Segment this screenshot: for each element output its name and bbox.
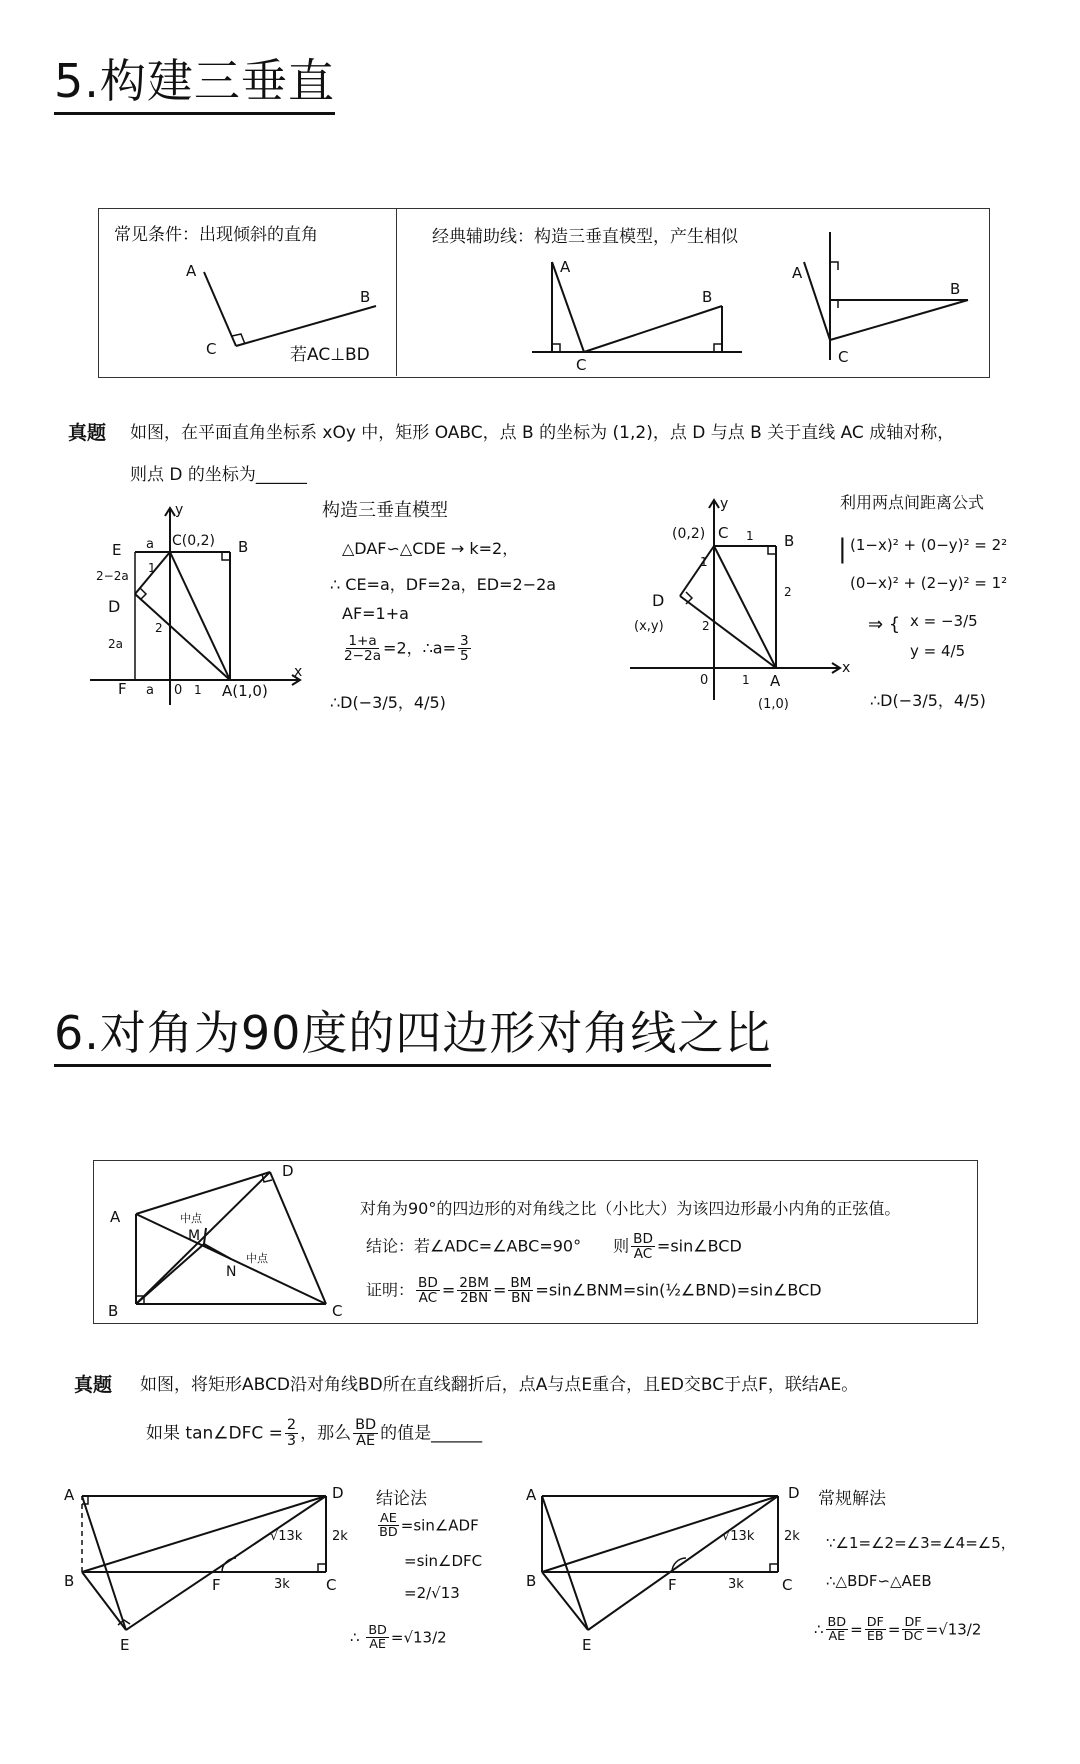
s6-f1-label-A: A bbox=[64, 1486, 75, 1504]
s6-m2-l2: ∴△BDF∽△AEB bbox=[826, 1572, 932, 1590]
s5-c2-label-x: x bbox=[842, 660, 851, 676]
s6-fig-label-A: A bbox=[110, 1208, 121, 1226]
section5-title: 5.构建三垂直 bbox=[54, 58, 335, 115]
s6-problem-tag: 真题 bbox=[74, 1374, 113, 1396]
s5-problem-tag: 真题 bbox=[68, 422, 107, 444]
s5-left-head: 常见条件：出现倾斜的直角 bbox=[114, 225, 318, 245]
s5-c1-label-x: x bbox=[294, 664, 303, 680]
s5-m2-brace: | bbox=[838, 534, 847, 564]
s5-c2-label-2r: 2 bbox=[784, 585, 792, 599]
s5-c1-label-B: B bbox=[238, 538, 249, 556]
s6-f1-label-3k: 3k bbox=[274, 1577, 290, 1592]
s5-m1-l3: AF=1+a bbox=[342, 604, 409, 623]
s5-m1-head: 构造三垂直模型 bbox=[322, 500, 448, 521]
s5-m2-l5: ∴D(−3/5，4/5) bbox=[870, 691, 986, 710]
section6-title: 6.对角为90度的四边形对角线之比 bbox=[54, 1010, 771, 1067]
s5-m2-e1: (1−x)² + (0−y)² = 2² bbox=[850, 536, 1008, 554]
s5-c1-label-2-2a: 2−2a bbox=[96, 569, 129, 583]
s5-c1-label-C02: C(0,2) bbox=[172, 533, 215, 549]
s5-c1-label-y: y bbox=[175, 502, 184, 518]
s5-m2-head: 利用两点间距离公式 bbox=[840, 493, 985, 512]
s6-f2-label-F: F bbox=[668, 1576, 677, 1594]
s5-fig2-label-A: A bbox=[560, 258, 571, 276]
s5-c1-label-a-bot: a bbox=[146, 683, 154, 698]
s5-fig3-label-A: A bbox=[792, 264, 803, 282]
s5-fig3-label-C: C bbox=[838, 348, 849, 366]
s5-c2-label-B: B bbox=[784, 532, 795, 550]
s6-f1-label-F: F bbox=[212, 1576, 221, 1594]
s6-f2-label-3k: 3k bbox=[728, 1577, 744, 1592]
s5-c2-label-A: A bbox=[770, 672, 781, 690]
s5-c2-label-D: D bbox=[652, 591, 665, 610]
s6-f1-label-D: D bbox=[332, 1484, 344, 1502]
s5-m2-r1: x = −3/5 bbox=[910, 612, 978, 630]
s5-fig2-label-C: C bbox=[576, 356, 587, 374]
s6-f2-label-C: C bbox=[782, 1576, 793, 1594]
s6-f1-label-B: B bbox=[64, 1572, 75, 1590]
s5-c1-label-O: 0 bbox=[174, 683, 183, 698]
s5-problem-line2: 则点 D 的坐标为______ bbox=[130, 465, 307, 485]
s5-left-note: 若AC⊥BD bbox=[290, 345, 370, 365]
s5-c1-label-F: F bbox=[118, 680, 127, 698]
s6-m2-l3: ∴ $\frac{BD}{AE}$ = $\frac{DF}{EB}$ = $\frac{DF}{DC}$ =√13/2 bbox=[814, 1615, 982, 1645]
s5-m1-l2: ∴ CE=a，DF=2a，ED=2−2a bbox=[330, 575, 557, 594]
s5-c2-label-O: 0 bbox=[700, 673, 709, 688]
s5-m1-l4: $\frac{1+a}{2-2a}$ =2，∴a= $\frac{3}{5}$ bbox=[344, 633, 469, 665]
s5-m2-arrow: ⇒ { bbox=[868, 614, 901, 635]
s6-m1-head: 结论法 bbox=[376, 1489, 427, 1509]
s6-fig-label-mid2: 中点 bbox=[246, 1252, 268, 1265]
s5-c1-label-2: 2 bbox=[155, 621, 163, 635]
s6-conclusion: 结论：若∠ADC=∠ABC=90° 则 $\frac{BD}{AC}$ =sin∠BCD bbox=[366, 1231, 742, 1263]
s6-f1-label-2k: 2k bbox=[332, 1529, 348, 1544]
s5-problem-line1: 如图，在平面直角坐标系 xOy 中，矩形 OABC，点 B 的坐标为 (1,2)，点 D 与点 B 关于直线 AC 成轴对称， bbox=[130, 423, 955, 443]
s6-f2-label-2k: 2k bbox=[784, 1529, 800, 1544]
s6-m1-l4: ∴ $\frac{BD}{AE}$ =√13/2 bbox=[350, 1623, 447, 1653]
s6-f1-label-C: C bbox=[326, 1576, 337, 1594]
s5-c2-label-xy: (x,y) bbox=[634, 619, 664, 634]
s6-proof: 证明： $\frac{BD}{AC}$ = $\frac{2BM}{2BN}$ = $\frac{BM}{BN}$ =sin∠BNM=sin(½∠BND)=sin∠BCD bbox=[366, 1275, 822, 1307]
s6-f2-label-E: E bbox=[582, 1636, 592, 1654]
s5-m1-l5: ∴D(−3/5，4/5) bbox=[330, 693, 446, 712]
s6-m1-l3: =2/√13 bbox=[404, 1584, 460, 1602]
s6-fig-label-N: N bbox=[226, 1264, 237, 1280]
s5-c2-label-10: (1,0) bbox=[758, 697, 789, 712]
s5-right-head: 经典辅助线：构造三垂直模型，产生相似 bbox=[432, 227, 738, 247]
s5-c1-label-1b: 1 bbox=[194, 683, 202, 697]
s6-m1-l1: $\frac{AE}{BD}$ =sin∠ADF bbox=[379, 1511, 479, 1541]
s5-c1-label-D: D bbox=[108, 597, 121, 616]
s6-f1-label-E: E bbox=[120, 1636, 130, 1654]
s5-fig1-label-C: C bbox=[206, 340, 217, 358]
s5-c2-label-1l: 1 bbox=[700, 555, 708, 569]
s5-c1-label-1: 1 bbox=[148, 561, 156, 575]
s6-fig-label-B: B bbox=[108, 1302, 119, 1320]
s5-m2-r2: y = 4/5 bbox=[910, 642, 966, 660]
s6-m2-l1: ∵∠1=∠2=∠3=∠4=∠5， bbox=[826, 1534, 1016, 1552]
s6-problem-line1: 如图，将矩形ABCD沿对角线BD所在直线翻折后，点A与点E重合，且ED交BC于点F，联结AE。 bbox=[140, 1375, 859, 1395]
s5-c1-label-2a: 2a bbox=[108, 637, 123, 651]
s5-c1-label-E: E bbox=[112, 541, 122, 559]
s6-fig-label-mid1: 中点 bbox=[180, 1212, 202, 1225]
s5-fig1-label-B: B bbox=[360, 288, 371, 306]
s6-statement: 对角为90°的四边形的对角线之比（小比大）为该四边形最小内角的正弦值。 bbox=[360, 1199, 901, 1218]
s6-problem-line2: 如果 tan∠DFC = $\frac{2}{3}$ ，那么 $\frac{BD}{AE}$ 的值是______ bbox=[146, 1417, 483, 1450]
s6-f1-label-sqrt13k: √13k bbox=[270, 1529, 303, 1544]
s5-c1-label-a-top: a bbox=[146, 537, 154, 552]
s6-m2-head: 常规解法 bbox=[818, 1489, 886, 1509]
s5-fig1-label-A: A bbox=[186, 262, 197, 280]
s5-c2-label-1b: 1 bbox=[742, 673, 750, 687]
s5-m2-e2: (0−x)² + (2−y)² = 1² bbox=[850, 574, 1008, 592]
s5-c2-label-C: C bbox=[718, 524, 729, 542]
s5-c2-label-2l: 2 bbox=[702, 619, 710, 633]
s5-fig3-label-B: B bbox=[950, 280, 961, 298]
s5-c2-label-y: y bbox=[720, 496, 729, 512]
s5-m1-l1: △DAF∽△CDE → k=2， bbox=[342, 539, 519, 558]
s5-c2-label-1: 1 bbox=[746, 529, 754, 543]
s5-c2-label-02: (0,2) bbox=[672, 526, 706, 542]
s6-fig-label-D: D bbox=[282, 1162, 294, 1180]
s5-fig2-label-B: B bbox=[702, 288, 713, 306]
s6-f2-label-D: D bbox=[788, 1484, 800, 1502]
s6-f2-label-B: B bbox=[526, 1572, 537, 1590]
s6-m1-l2: =sin∠DFC bbox=[404, 1552, 483, 1570]
s6-fig-label-M: M bbox=[188, 1228, 201, 1244]
s6-f2-label-sqrt13k: √13k bbox=[722, 1529, 755, 1544]
s6-f2-label-A: A bbox=[526, 1486, 537, 1504]
s6-fig-label-C: C bbox=[332, 1302, 343, 1320]
s5-c1-label-A10: A(1,0) bbox=[222, 682, 268, 700]
